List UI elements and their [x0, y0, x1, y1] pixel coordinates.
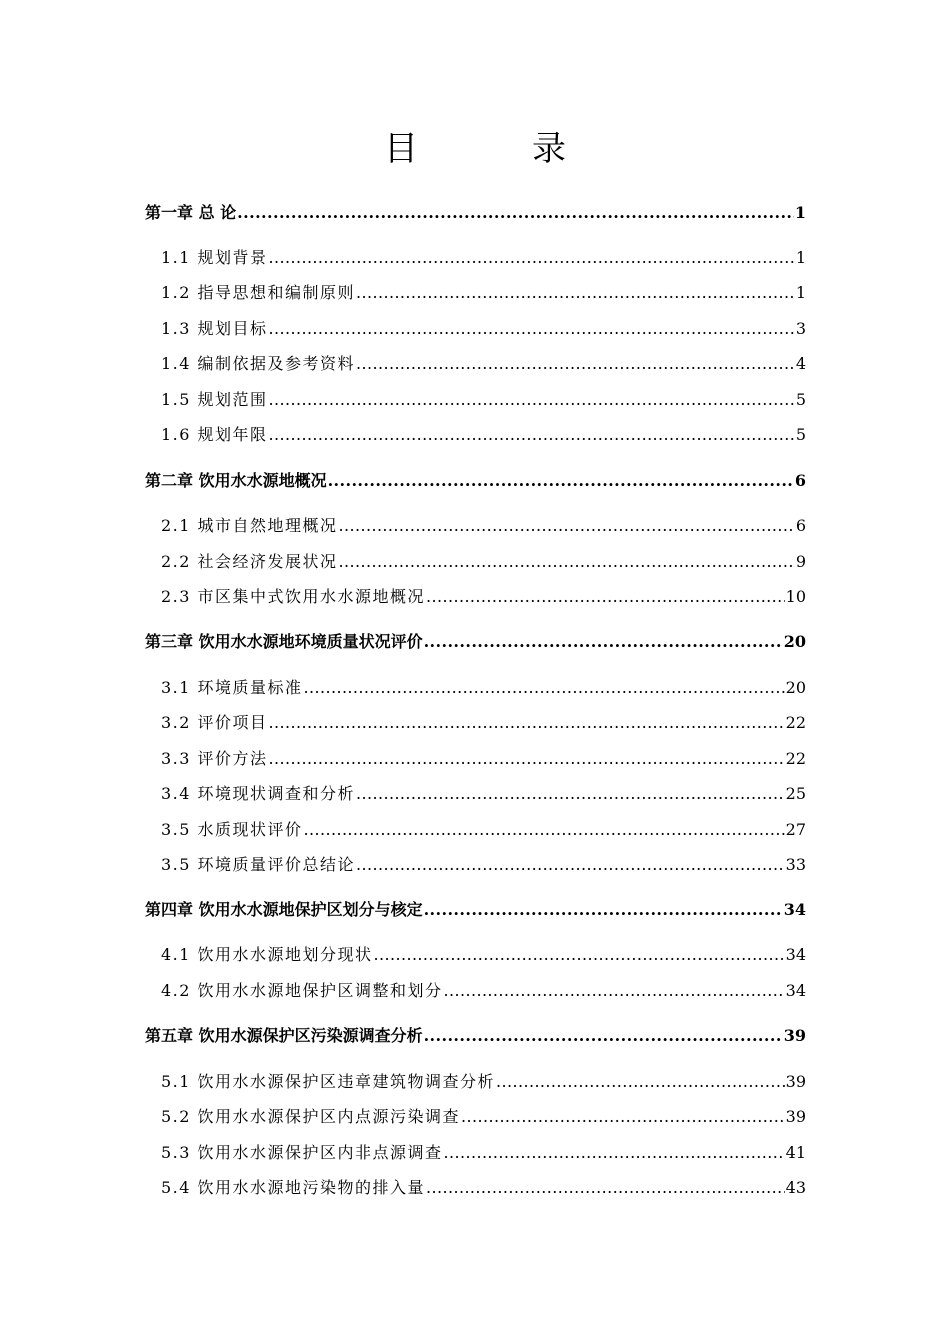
- toc-entry-label: 5.3 饮用水水源保护区内非点源调查: [161, 1143, 443, 1162]
- toc-dot-leader: [444, 1135, 785, 1171]
- toc-page-number: 9: [795, 552, 806, 571]
- toc-entry-label: 第三章 饮用水水源地环境质量状况评价: [145, 632, 423, 651]
- toc-entry-label: 第一章 总 论: [145, 203, 237, 222]
- toc-section-entry[interactable]: [161, 937, 806, 973]
- toc-section-entry[interactable]: [161, 508, 806, 544]
- toc-dot-leader: [424, 1018, 783, 1054]
- toc-entry-label: 2.1 城市自然地理概况: [161, 516, 338, 535]
- toc-dot-leader: [356, 275, 795, 311]
- toc-dot-leader: [444, 973, 785, 1009]
- toc-dot-leader: [269, 741, 785, 777]
- toc-entry-label: 2.3 市区集中式饮用水水源地概况: [161, 587, 426, 606]
- toc-dot-leader: [269, 705, 785, 741]
- toc-page-number: 6: [795, 516, 806, 535]
- toc-dot-leader: [269, 417, 795, 453]
- toc-chapter-entry[interactable]: [145, 1018, 806, 1054]
- toc-section-entry[interactable]: [161, 275, 806, 311]
- toc-section-entry[interactable]: [161, 240, 806, 276]
- toc-section-entry[interactable]: [161, 705, 806, 741]
- toc-entry-label: 1.4 编制依据及参考资料: [161, 354, 356, 373]
- toc-dot-leader: [426, 579, 785, 615]
- toc-section-entry[interactable]: [161, 311, 806, 347]
- toc-entry-label: 第五章 饮用水源保护区污染源调查分析: [145, 1026, 423, 1045]
- toc-dot-leader: [339, 508, 795, 544]
- toc-dot-leader: [496, 1064, 785, 1100]
- toc-dot-leader: [374, 937, 785, 973]
- toc-page-number: 4: [795, 354, 806, 373]
- toc-entry-label: 3.2 评价项目: [161, 713, 268, 732]
- page-title: 目 录: [384, 129, 606, 169]
- toc-page-number: 5: [795, 425, 806, 444]
- toc-section-entry[interactable]: [161, 382, 806, 418]
- toc-dot-leader: [461, 1099, 785, 1135]
- toc-chapter-entry[interactable]: [145, 892, 806, 928]
- toc-page-number: 1: [795, 283, 806, 302]
- toc-section-entry[interactable]: [161, 812, 806, 848]
- toc-entry-label: 1.5 规划范围: [161, 390, 268, 409]
- toc-chapter-entry[interactable]: [145, 463, 806, 499]
- toc-entry-label: 1.3 规划目标: [161, 319, 268, 338]
- toc-entry-label: 1.2 指导思想和编制原则: [161, 283, 356, 302]
- toc-dot-leader: [424, 624, 783, 660]
- toc-entry-label: 3.1 环境质量标准: [161, 678, 303, 697]
- toc-dot-leader: [237, 195, 794, 231]
- toc-page-number: 1: [794, 203, 806, 222]
- toc-page-number: 39: [783, 1026, 806, 1045]
- toc-section-entry[interactable]: [161, 544, 806, 580]
- toc-chapter-entry[interactable]: [145, 195, 806, 231]
- toc-entry-label: 3.5 水质现状评价: [161, 820, 303, 839]
- toc-page-number: 34: [785, 981, 806, 1000]
- toc-page-number: 27: [785, 820, 806, 839]
- toc-entry-label: 2.2 社会经济发展状况: [161, 552, 338, 571]
- toc-page-number: 25: [785, 784, 806, 803]
- toc-dot-leader: [339, 544, 795, 580]
- toc-dot-leader: [269, 311, 795, 347]
- toc-entry-label: 3.3 评价方法: [161, 749, 268, 768]
- toc-section-entry[interactable]: [161, 1064, 806, 1100]
- toc-entry-label: 4.2 饮用水水源地保护区调整和划分: [161, 981, 443, 1000]
- toc-section-entry[interactable]: [161, 973, 806, 1009]
- toc-entry-label: 1.1 规划背景: [161, 248, 268, 267]
- toc-entry-label: 1.6 规划年限: [161, 425, 268, 444]
- toc-dot-leader: [269, 240, 795, 276]
- toc-dot-leader: [304, 812, 785, 848]
- toc-entry-label: 5.1 饮用水水源保护区违章建筑物调查分析: [161, 1072, 496, 1091]
- toc-page-number: 22: [785, 749, 806, 768]
- toc-section-entry[interactable]: [161, 1099, 806, 1135]
- toc-page-number: 34: [783, 900, 806, 919]
- toc-section-entry[interactable]: [161, 776, 806, 812]
- toc-page-number: 20: [785, 678, 806, 697]
- toc-dot-leader: [424, 892, 783, 928]
- toc-page-number: 1: [795, 248, 806, 267]
- toc-dot-leader: [356, 346, 795, 382]
- toc-page-number: 6: [794, 471, 806, 490]
- toc-dot-leader: [356, 776, 785, 812]
- toc-entry-label: 5.4 饮用水水源地污染物的排入量: [161, 1178, 426, 1197]
- toc-entry-label: 3.4 环境现状调查和分析: [161, 784, 356, 803]
- toc-page-number: 43: [785, 1178, 806, 1197]
- toc-dot-leader: [328, 463, 794, 499]
- toc-page-number: 39: [785, 1072, 806, 1091]
- toc-page-number: 39: [785, 1107, 806, 1126]
- toc-chapter-entry[interactable]: [145, 624, 806, 660]
- toc-dot-leader: [426, 1170, 785, 1206]
- toc-section-entry[interactable]: [161, 1135, 806, 1171]
- toc-entry-label: 5.2 饮用水水源保护区内点源污染调查: [161, 1107, 461, 1126]
- toc-entry-label: 第四章 饮用水水源地保护区划分与核定: [145, 900, 423, 919]
- toc-page-number: 5: [795, 390, 806, 409]
- toc-page-number: 22: [785, 713, 806, 732]
- toc-page-number: 33: [785, 855, 806, 874]
- toc-page-number: 3: [795, 319, 806, 338]
- toc-dot-leader: [269, 382, 795, 418]
- toc-section-entry[interactable]: [161, 847, 806, 883]
- toc-section-entry[interactable]: [161, 579, 806, 615]
- toc-page-number: 20: [783, 632, 806, 651]
- toc-entry-label: 4.1 饮用水水源地划分现状: [161, 945, 373, 964]
- toc-section-entry[interactable]: [161, 670, 806, 706]
- toc-page-number: 10: [785, 587, 806, 606]
- toc-section-entry[interactable]: [161, 741, 806, 777]
- toc-section-entry[interactable]: [161, 346, 806, 382]
- toc-page-number: 34: [785, 945, 806, 964]
- toc-section-entry[interactable]: [161, 417, 806, 453]
- toc-entry-label: 3.5 环境质量评价总结论: [161, 855, 356, 874]
- toc-dot-leader: [304, 670, 785, 706]
- toc-section-entry[interactable]: [161, 1170, 806, 1206]
- toc-dot-leader: [356, 847, 785, 883]
- toc-page-number: 41: [785, 1143, 806, 1162]
- toc-entry-label: 第二章 饮用水水源地概况: [145, 471, 327, 490]
